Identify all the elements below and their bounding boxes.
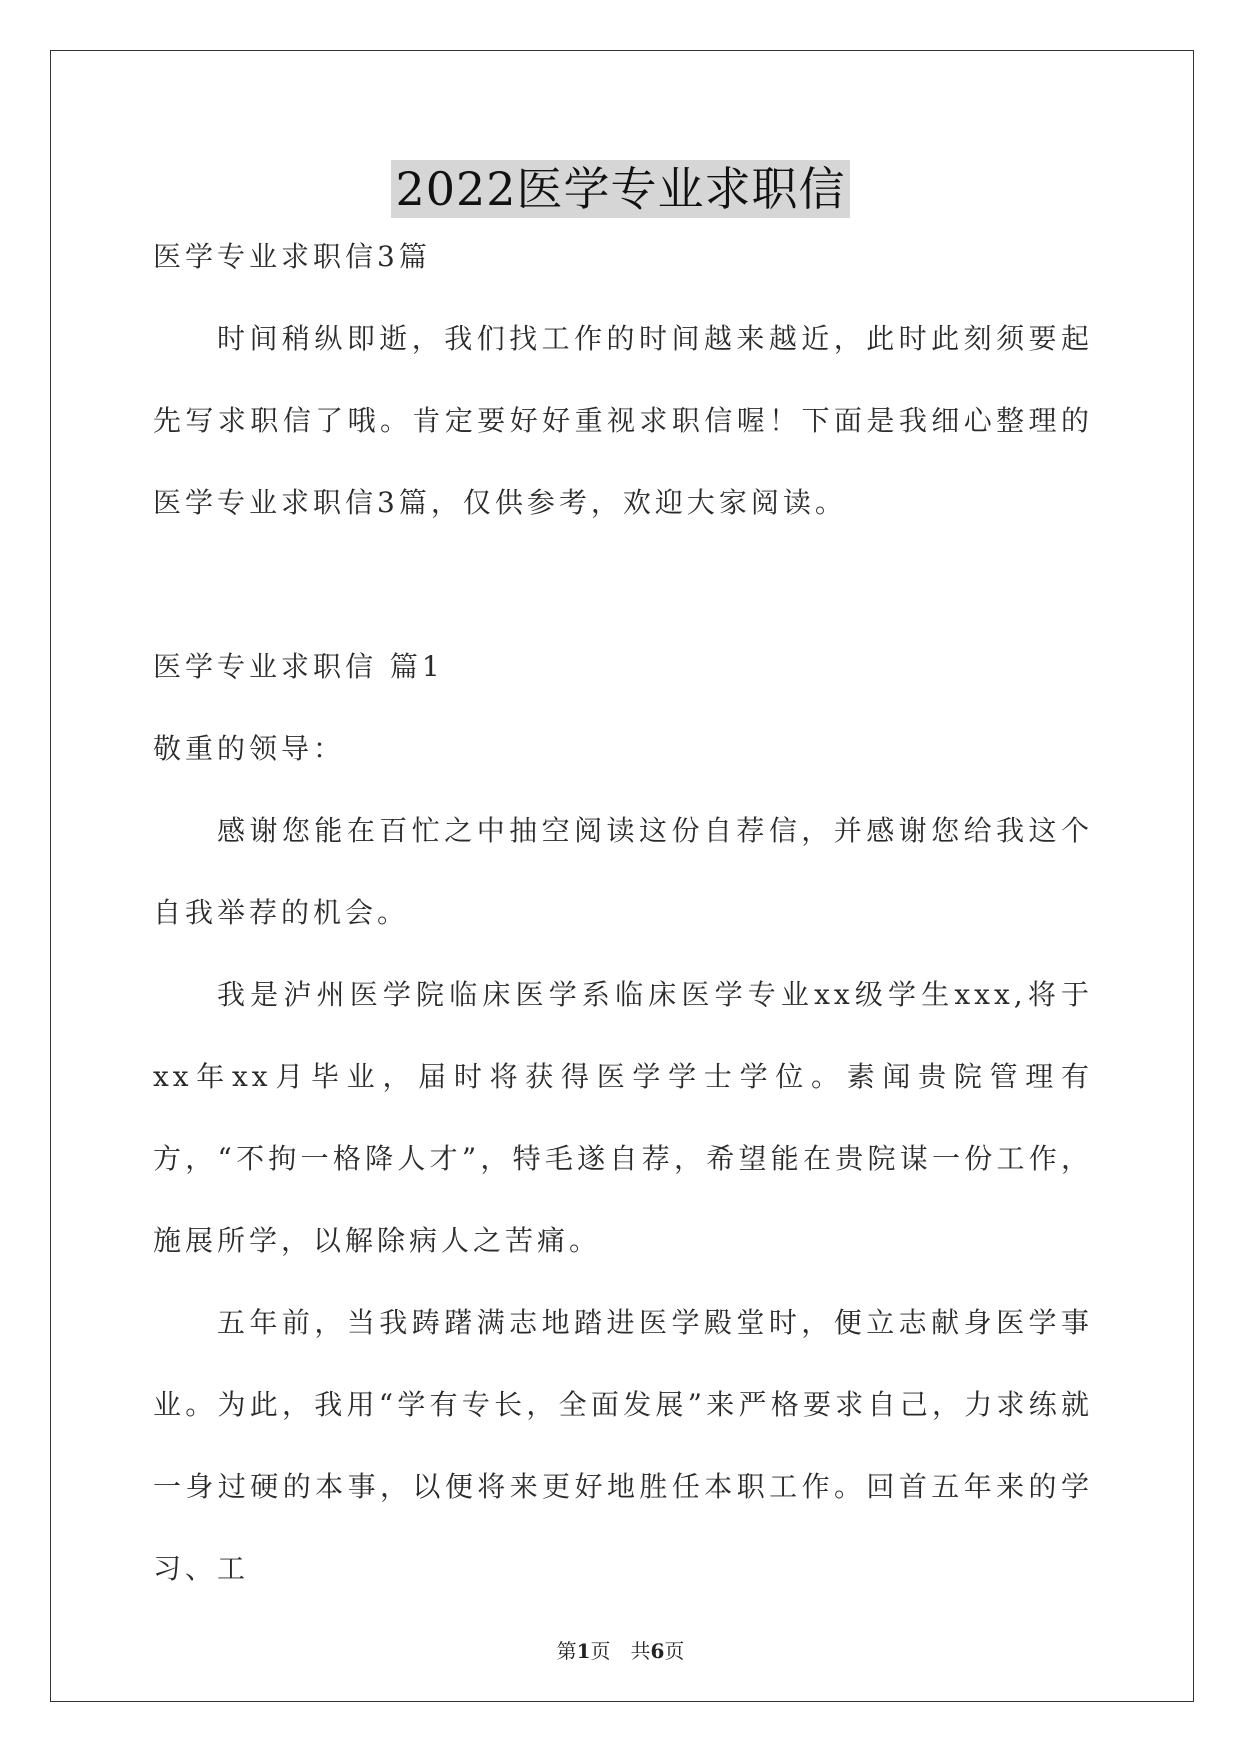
intro-paragraph: 时间稍纵即逝，我们找工作的时间越来越近，此时此刻须要起先写求职信了哦。肯定要好好重视求职信喔！下面是我细心整理的医学专业求职信3篇，仅供参考，欢迎大家阅读。: [153, 322, 1093, 519]
footer-page-suffix: 页: [664, 1639, 685, 1663]
section-heading: 医学专业求职信 篇1: [153, 650, 444, 683]
footer-page-total: 6: [650, 1639, 665, 1663]
salutation: 敬重的领导：: [153, 732, 346, 765]
page-footer: [0, 1635, 1241, 1664]
body-paragraph-2: 我是泸州医学院临床医学系临床医学专业xx级学生xxx,将于xx年xx月毕业，届时将获得医学学士学位。素闻贵院管理有方，“不拘一格降人才”，特毛遂自荐，希望能在贵院谋一份工作，施展所学，以解除病人之苦痛。: [153, 978, 1093, 1257]
section-spacer: [153, 544, 1093, 626]
body-paragraph-1: 感谢您能在百忙之中抽空阅读这份自荐信，并感谢您给我这个自我举荐的机会。: [153, 814, 1093, 929]
title-container: [0, 160, 1241, 218]
footer-page-current: 1: [576, 1639, 591, 1663]
body-paragraph-3: 五年前，当我踌躇满志地踏进医学殿堂时，便立志献身医学事业。为此，我用“学有专长，全面发展”来严格要求自己，力求练就一身过硬的本事，以便将来更好地胜任本职工作。回首五年来的学习、工: [153, 1306, 1093, 1585]
document-body: [153, 216, 1093, 1610]
footer-page-prefix: 第: [556, 1639, 577, 1663]
footer-page-middle: 页 共: [590, 1639, 651, 1663]
document-subtitle: 医学专业求职信3篇: [153, 240, 431, 273]
document-title: 2022医学专业求职信: [391, 160, 849, 218]
